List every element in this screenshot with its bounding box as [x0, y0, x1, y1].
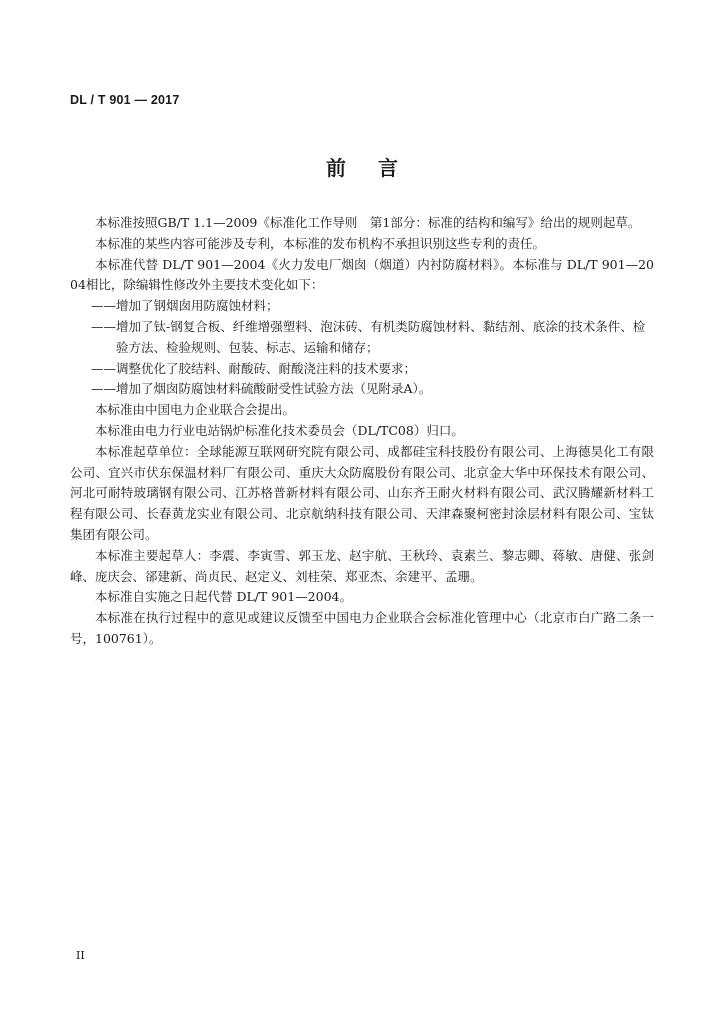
list-item-change: ——增加了烟囱防腐蚀材料硫酸耐受性试验方法（见附录A）。 — [91, 381, 432, 397]
list-item-change: ——增加了钛-钢复合板、纤维增强塑料、泡沫砖、有机类防腐蚀材料、黏结剂、底涂的技术条件、检验方法、检验规则、包装、标志、运输和储存； — [91, 318, 646, 355]
paragraph-supersedes: 本标准自实施之日起代替 DL/T 901—2004。 — [95, 589, 352, 605]
foreword-body — [70, 213, 654, 650]
paragraph-drafting-units: 本标准起草单位：全球能源互联网研究院有限公司、成都硅宝科技股份有限公司、上海德昊化工有限公司、宜兴市伏东保温材料厂有限公司、重庆大众防腐股份有限公司、北京金大华中环保技术有限公司、河北可耐特玻璃钢有限公司、江苏格普新材料有限公司、山东齐王耐火材料有限公司、武汉腾耀新材料工程有限公司、长春黄龙实业有限公司、北京航纳科技有限公司、天津森聚柯密封涂层材料有限公司、宝钛集团有限公司。 — [70, 443, 654, 542]
paragraph-drafters: 本标准主要起草人：李震、李寅雪、郭玉龙、赵宇航、王秋玲、袁素兰、黎志卿、蒋敏、唐健、张剑峰、庞庆会、郤建新、尚贞民、赵定义、刘桂荣、郑亚杰、余建平、孟珊。 — [70, 547, 654, 584]
paragraph-committee: 本标准由电力行业电站锅炉标准化技术委员会（DL/TC08）归口。 — [95, 422, 464, 438]
page-number: II — [76, 949, 85, 962]
document-code: DL / T 901 — 2017 — [70, 93, 180, 107]
paragraph-drafting-rules: 本标准按照GB/T 1.1—2009《标准化工作导则 第1部分：标准的结构和编写》给出的规则起草。 — [95, 215, 641, 230]
paragraph-replacement: 本标准代替 DL/T 901—2004《火力发电厂烟囱（烟道）内衬防腐材料》。本标准与 DL/T 901—2004相比，除编辑性修改外主要技术变化如下： — [70, 256, 654, 293]
paragraph-proposer: 本标准由中国电力企业联合会提出。 — [95, 402, 296, 418]
list-item-change: ——调整优化了胶结料、耐酸砖、耐酸浇注料的技术要求； — [91, 360, 417, 376]
page-title: 前言 — [326, 156, 430, 180]
paragraph-patent-notice: 本标准的某些内容可能涉及专利，本标准的发布机构不承担识别这些专利的责任。 — [95, 235, 546, 251]
list-item-change: ——增加了钢烟囱用防腐蚀材料； — [91, 298, 279, 314]
paragraph-feedback: 本标准在执行过程中的意见或建议反馈至中国电力企业联合会标准化管理中心（北京市白广路二条一号，100761）。 — [70, 610, 654, 646]
